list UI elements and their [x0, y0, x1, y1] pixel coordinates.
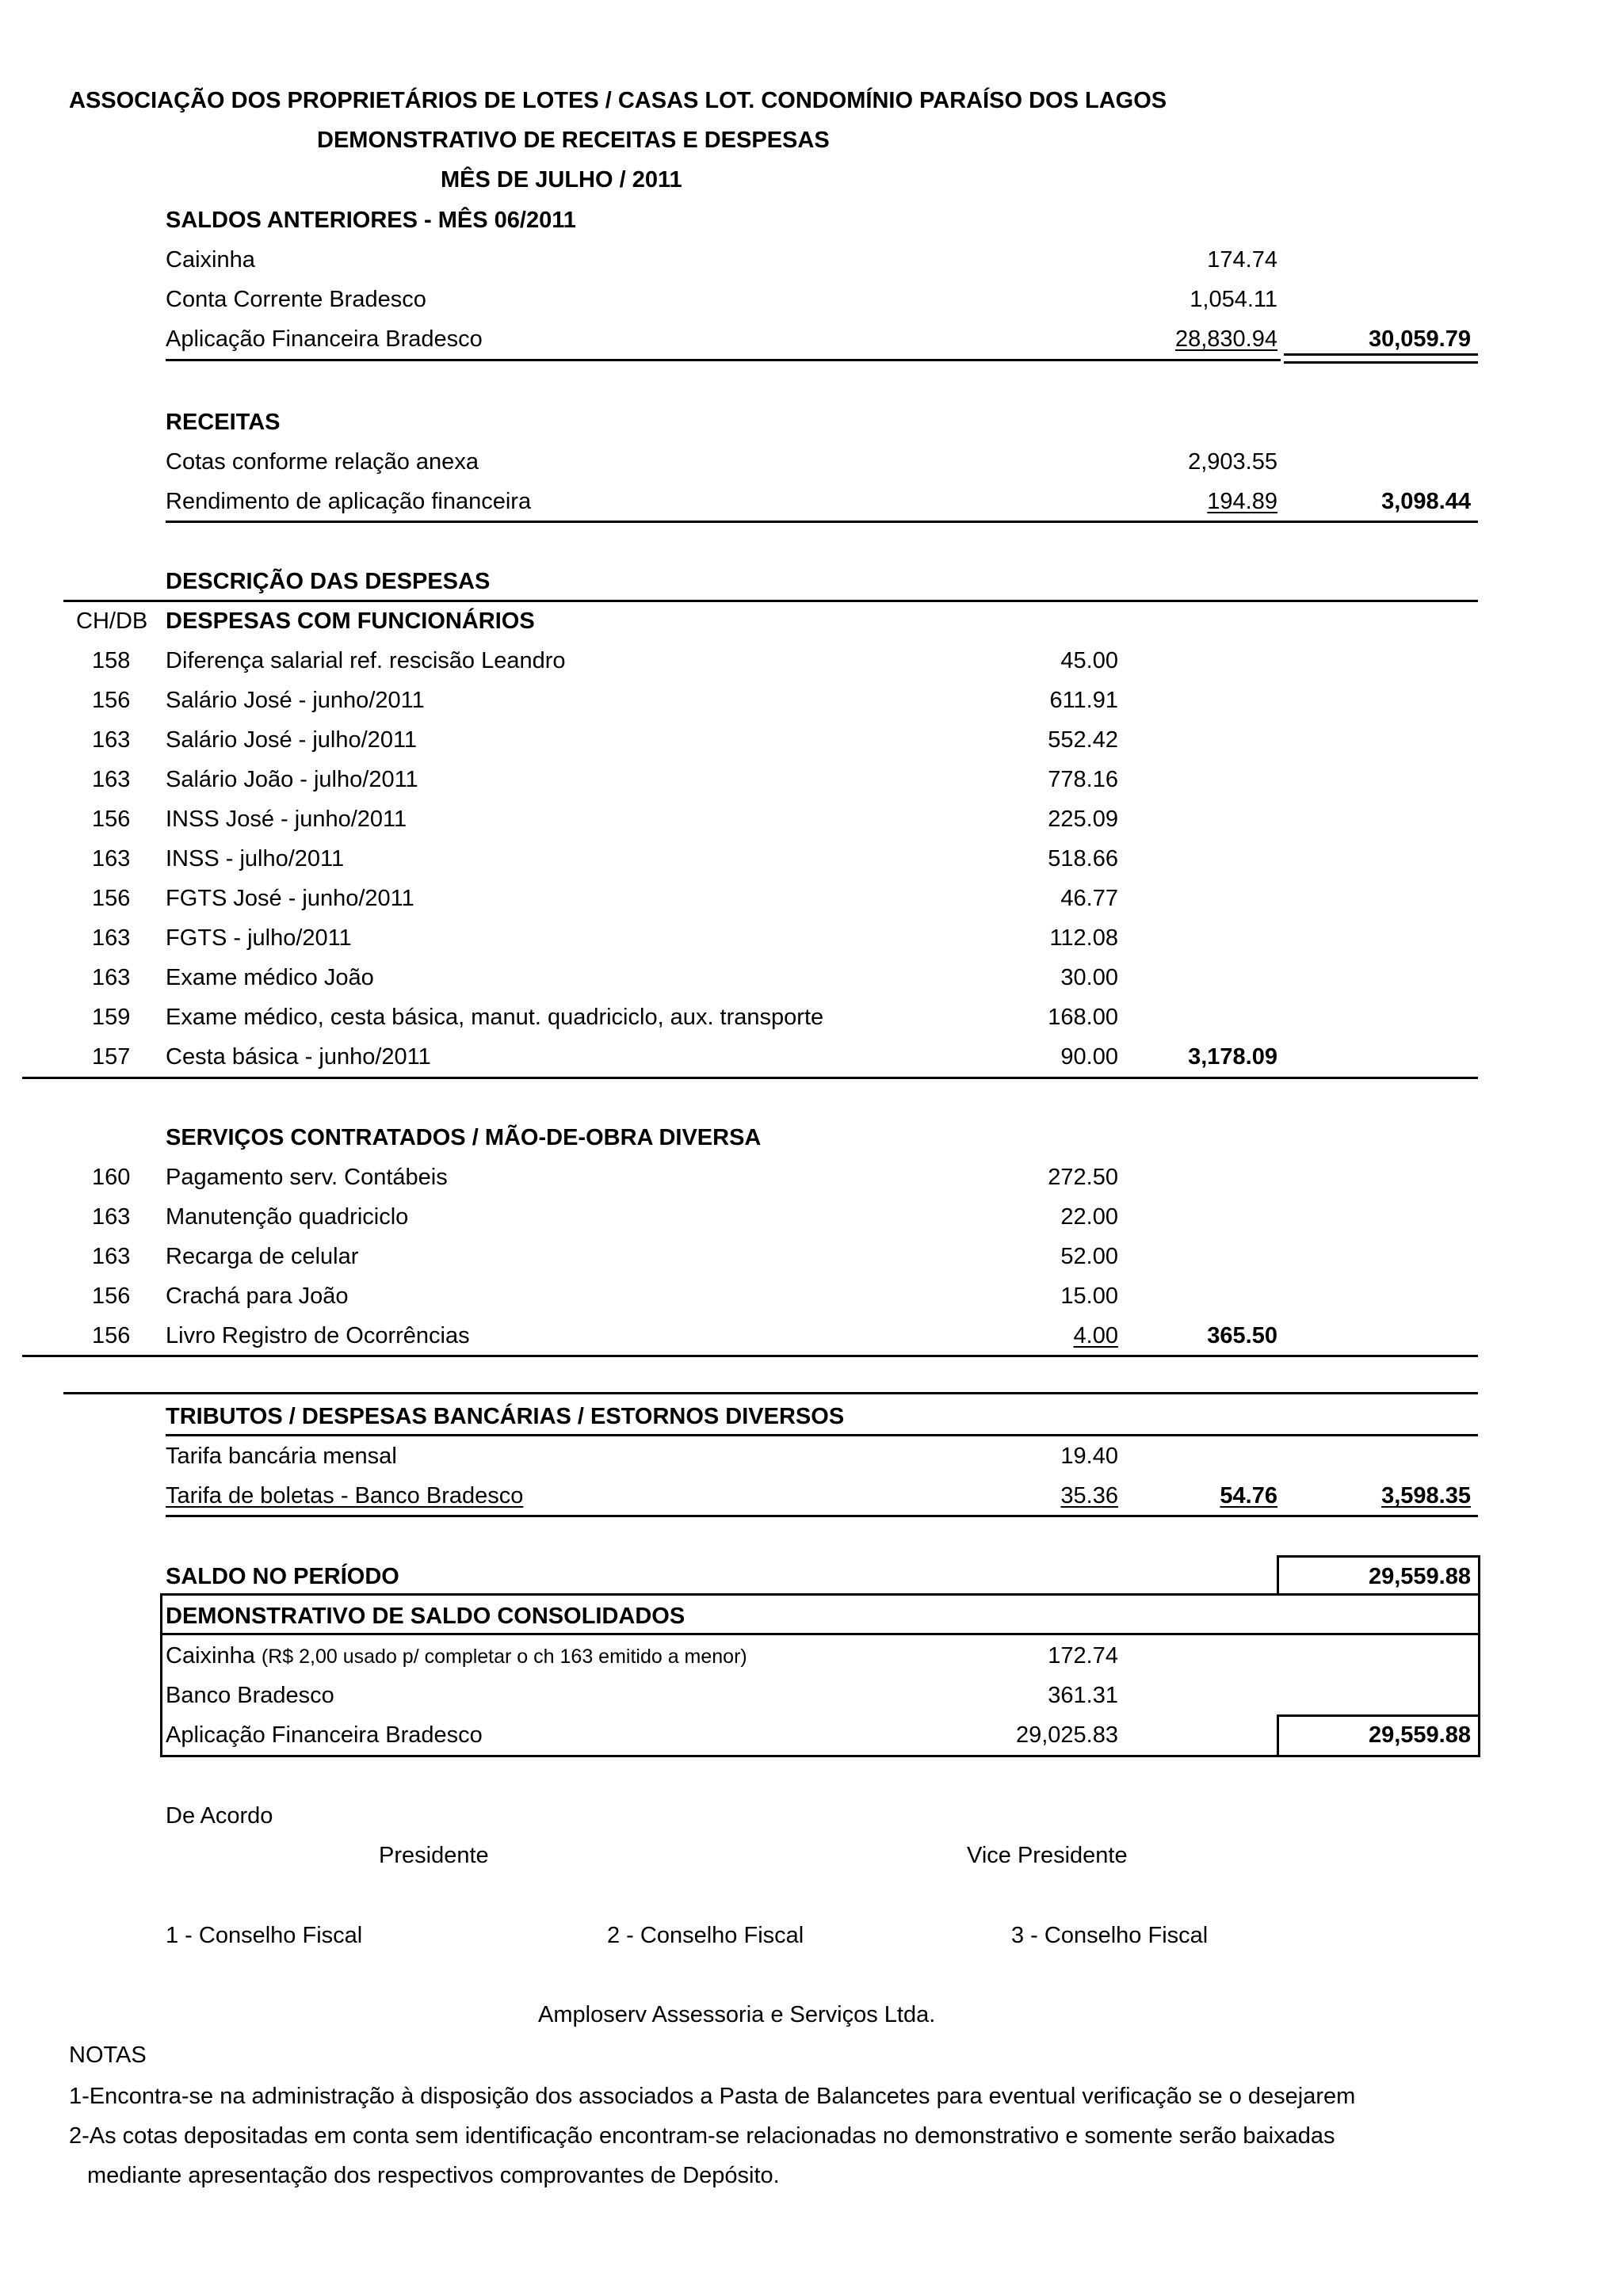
receitas-total: 3,098.44: [1381, 489, 1471, 514]
receita-rendimento-value: 194.89: [1207, 489, 1277, 514]
receita-cotas-label: Cotas conforme relação anexa: [166, 449, 479, 475]
saldo-aplicacao-value: 28,830.94: [1174, 326, 1277, 352]
presidente-label: Presidente: [379, 1843, 489, 1868]
row-value: 778.16: [1048, 767, 1118, 792]
row-ch: 156: [92, 807, 131, 832]
banco-label: Banco Bradesco: [166, 1683, 334, 1708]
divider: [162, 1633, 1478, 1635]
tributos-heading: TRIBUTOS / DESPESAS BANCÁRIAS / ESTORNOS DIVERSOS: [166, 1404, 845, 1429]
saldo-aplicacao-label: Aplicação Financeira Bradesco: [166, 326, 483, 352]
divider: [63, 600, 1478, 602]
de-acordo: De Acordo: [166, 1803, 273, 1829]
row-value: 90.00: [1060, 1044, 1118, 1070]
row-value: 518.66: [1048, 846, 1118, 871]
row-value: 22.00: [1060, 1204, 1118, 1230]
row-ch: 163: [92, 965, 131, 990]
receita-rendimento-label: Rendimento de aplicação financeira: [166, 489, 532, 514]
row-desc: FGTS - julho/2011: [166, 925, 352, 951]
row-desc: Exame médico, cesta básica, manut. quadriciclo, aux. transporte: [166, 1005, 824, 1030]
divider: [166, 1515, 1478, 1517]
row-value: 272.50: [1048, 1165, 1118, 1190]
row-value: 552.42: [1048, 727, 1118, 753]
total-underline: [1284, 353, 1478, 356]
row-desc: Diferença salarial ref. rescisão Leandro: [166, 648, 566, 673]
row-ch: 157: [92, 1044, 131, 1070]
row-desc: Cesta básica - junho/2011: [166, 1044, 431, 1070]
notes-heading: NOTAS: [69, 2042, 147, 2068]
row-desc: Recarga de celular: [166, 1244, 359, 1269]
row-ch: 159: [92, 1005, 131, 1030]
row-ch: 163: [92, 925, 131, 951]
despesas-total: 3,598.35: [1381, 1483, 1471, 1508]
conselho-fiscal-2: 2 - Conselho Fiscal: [607, 1923, 804, 1948]
servicos-heading: SERVIÇOS CONTRATADOS / MÃO-DE-OBRA DIVERSA: [166, 1125, 762, 1150]
row-value: 225.09: [1048, 807, 1118, 832]
row-desc: FGTS José - junho/2011: [166, 886, 414, 911]
row-ch: 156: [92, 1283, 131, 1309]
row-desc: Livro Registro de Ocorrências: [166, 1323, 470, 1348]
total-double-underline: [1284, 361, 1478, 364]
row-ch: 163: [92, 727, 131, 753]
row-desc: Manutenção quadriciclo: [166, 1204, 409, 1230]
row-desc: Crachá para João: [166, 1283, 349, 1309]
tributos-subtotal: 54.76: [1220, 1483, 1277, 1508]
row-value: 15.00: [1060, 1283, 1118, 1309]
row-ch: 158: [92, 648, 131, 673]
conselho-fiscal-1: 1 - Conselho Fiscal: [166, 1923, 363, 1948]
divider: [166, 1434, 1478, 1436]
caixinha-value: 172.74: [1048, 1643, 1118, 1669]
consolidado-caixinha: [166, 1645, 747, 1668]
caixinha-label: Caixinha: [166, 1643, 255, 1669]
row-desc: Salário José - junho/2011: [166, 688, 425, 713]
row-ch: 156: [92, 1323, 131, 1348]
row-value: 112.08: [1049, 925, 1118, 951]
banco-value: 361.31: [1048, 1683, 1118, 1708]
company-name: Amploserv Assessoria e Serviços Ltda.: [538, 2002, 936, 2027]
row-value: 35.36: [1060, 1483, 1118, 1508]
saldo-conta-corrente-label: Conta Corrente Bradesco: [166, 287, 426, 312]
saldo-periodo-heading: SALDO NO PERÍODO: [166, 1564, 399, 1589]
row-ch: 160: [92, 1165, 131, 1190]
conselho-fiscal-3: 3 - Conselho Fiscal: [1011, 1923, 1209, 1948]
divider: [166, 521, 1478, 523]
divider: [22, 1355, 1478, 1357]
funcionarios-heading: DESPESAS COM FUNCIONÁRIOS: [166, 608, 535, 634]
ch-db-column-label: CH/DB: [76, 608, 148, 634]
note-1: 1-Encontra-se na administração à disposição dos associados a Pasta de Balancetes para eventual verificação se o desejarem: [69, 2084, 1356, 2109]
divider: [166, 359, 1281, 361]
row-value: 52.00: [1060, 1244, 1118, 1269]
divider: [63, 1392, 1478, 1394]
saldo-caixinha-value: 174.74: [1207, 247, 1277, 273]
report-title: DEMONSTRATIVO DE RECEITAS E DESPESAS: [317, 128, 830, 153]
row-value: 4.00: [1073, 1323, 1118, 1348]
saldo-periodo-value: 29,559.88: [1368, 1564, 1471, 1589]
row-value: 19.40: [1060, 1444, 1118, 1469]
row-desc: Salário João - julho/2011: [166, 767, 418, 792]
row-ch: 163: [92, 846, 131, 871]
row-ch: 156: [92, 886, 131, 911]
row-value: 45.00: [1060, 648, 1118, 673]
row-value: 611.91: [1049, 688, 1118, 713]
saldos-anteriores-heading: SALDOS ANTERIORES - MÊS 06/2011: [166, 208, 576, 233]
aplicacao-value: 29,025.83: [1015, 1722, 1118, 1748]
aplicacao-label: Aplicação Financeira Bradesco: [166, 1722, 483, 1748]
consolidado-heading: DEMONSTRATIVO DE SALDO CONSOLIDADOS: [166, 1604, 685, 1629]
saldo-caixinha-label: Caixinha: [166, 247, 255, 273]
row-desc: Tarifa bancária mensal: [166, 1444, 397, 1469]
caixinha-note: (R$ 2,00 usado p/ completar o ch 163 emitido a menor): [261, 1646, 747, 1668]
row-desc: Exame médico João: [166, 965, 374, 990]
saldos-anteriores-total: 30,059.79: [1368, 326, 1471, 352]
row-desc: Salário José - julho/2011: [166, 727, 418, 753]
row-desc: INSS - julho/2011: [166, 846, 345, 871]
report-month: MÊS DE JULHO / 2011: [441, 167, 682, 193]
note-2-line-1: 2-As cotas depositadas em conta sem identificação encontram-se relacionadas no demonstrativo e somente serão baixadas: [69, 2123, 1335, 2149]
row-ch: 163: [92, 767, 131, 792]
row-desc: Pagamento serv. Contábeis: [166, 1165, 448, 1190]
receita-cotas-value: 2,903.55: [1188, 449, 1277, 475]
row-value: 168.00: [1048, 1005, 1118, 1030]
servicos-subtotal: 365.50: [1207, 1323, 1277, 1348]
note-2-line-2: mediante apresentação dos respectivos comprovantes de Depósito.: [87, 2163, 780, 2188]
row-desc: INSS José - junho/2011: [166, 807, 407, 832]
row-ch: 156: [92, 688, 131, 713]
row-desc: Tarifa de boletas - Banco Bradesco: [166, 1483, 524, 1508]
despesas-heading: DESCRIÇÃO DAS DESPESAS: [166, 569, 491, 594]
funcionarios-subtotal: 3,178.09: [1188, 1044, 1277, 1070]
divider: [22, 1077, 1478, 1079]
receitas-heading: RECEITAS: [166, 410, 281, 435]
vice-presidente-label: Vice Presidente: [967, 1843, 1128, 1868]
row-value: 30.00: [1060, 965, 1118, 990]
association-name: ASSOCIAÇÃO DOS PROPRIETÁRIOS DE LOTES / CASAS LOT. CONDOMÍNIO PARAÍSO DOS LAGOS: [69, 88, 1167, 113]
row-value: 46.77: [1060, 886, 1118, 911]
row-ch: 163: [92, 1244, 131, 1269]
saldo-conta-corrente-value: 1,054.11: [1190, 287, 1277, 312]
row-ch: 163: [92, 1204, 131, 1230]
consolidado-total: 29,559.88: [1368, 1722, 1471, 1748]
